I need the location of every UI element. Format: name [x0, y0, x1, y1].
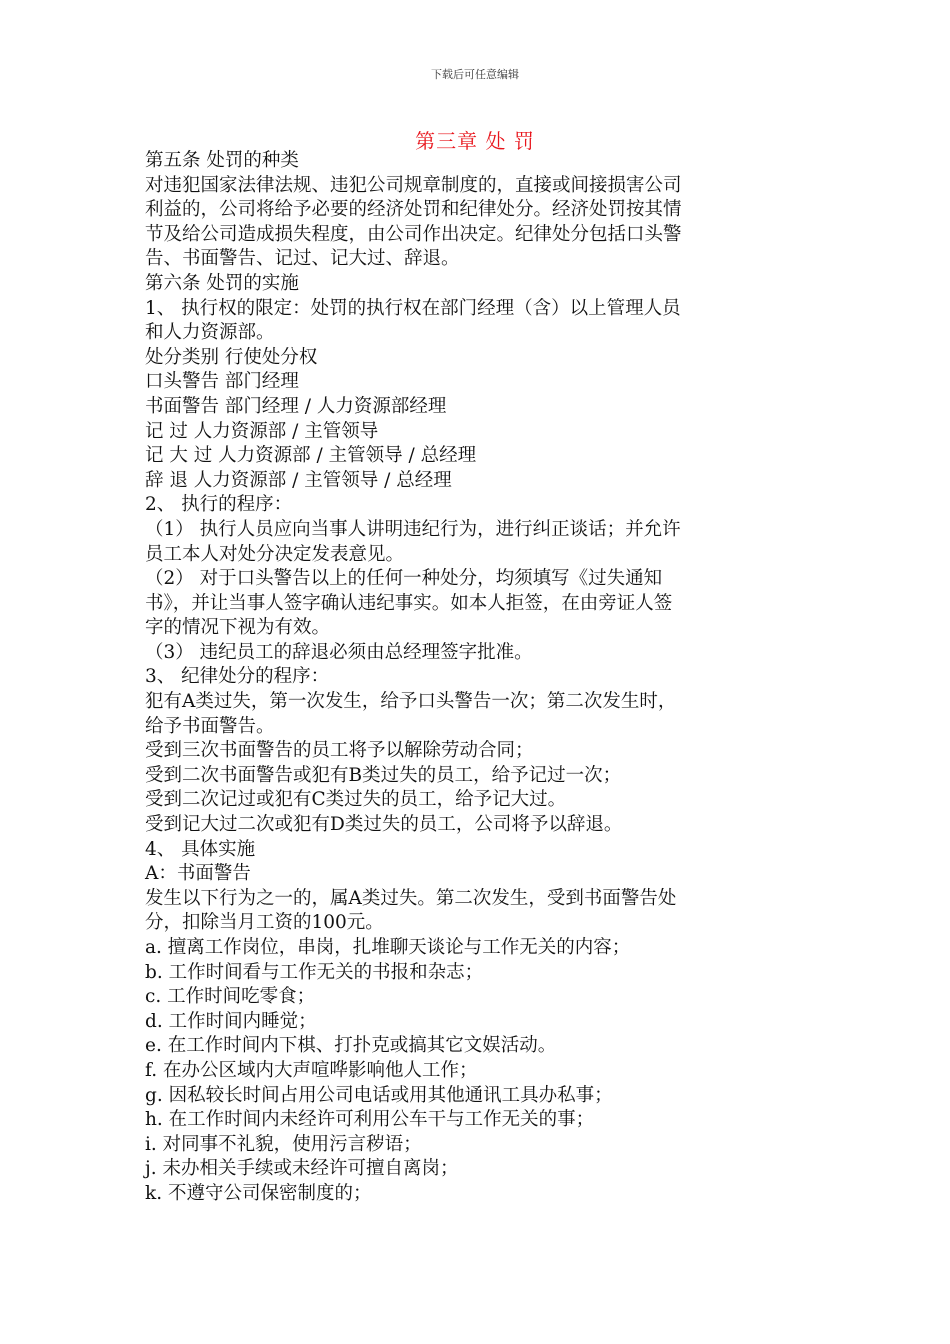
text-line: 员工本人对处分决定发表意见。: [145, 543, 405, 565]
text-line: 发生以下行为之一的，属A类过失。第二次发生，受到书面警告处: [145, 887, 677, 909]
text-line: 记 大 过 人力资源部 / 主管领导 / 总经理: [145, 445, 477, 467]
text-line: 受到二次记过或犯有C类过失的员工，给予记大过。: [145, 789, 567, 811]
text-line: 犯有A类过失，第一次发生，给予口头警告一次；第二次发生时，: [145, 691, 677, 713]
text-line: 第五条 处罚的种类: [145, 150, 299, 171]
text-line: 受到二次书面警告或犯有B类过失的员工，给予记过一次；: [145, 764, 622, 786]
text-line: （1） 执行人员应向当事人讲明违纪行为，进行纠正谈话；并允许: [145, 518, 681, 540]
text-line: h. 在工作时间内未经许可利用公车干与工作无关的事；: [145, 1109, 595, 1131]
text-line: 受到三次书面警告的员工将予以解除劳动合同；: [145, 740, 534, 762]
document-body: [145, 149, 795, 1207]
text-line: 2、 执行的程序：: [145, 494, 293, 516]
text-line: g. 因私较长时间占用公司电话或用其他通讯工具办私事；: [145, 1084, 613, 1106]
text-line: a. 擅离工作岗位，串岗，扎堆聊天谈论与工作无关的内容；: [145, 937, 631, 958]
text-line: 利益的，公司将给予必要的经济处罚和纪律处分。经济处罚按其情: [145, 199, 682, 221]
text-line: A：书面警告: [145, 863, 251, 885]
text-line: 口头警告 部门经理: [145, 371, 299, 393]
text-line: （2） 对于口头警告以上的任何一种处分，均须填写《过失通知: [145, 568, 663, 590]
text-line: 字的情况下视为有效。: [145, 617, 331, 639]
text-line: c. 工作时间吃零食；: [145, 986, 316, 1008]
text-line: j. 未办相关手续或未经许可擅自离岗；: [145, 1158, 459, 1180]
text-line: 1、 执行权的限定：处罚的执行权在部门经理（含）以上管理人员: [145, 297, 681, 319]
text-line: k. 不遵守公司保密制度的；: [145, 1182, 372, 1204]
text-line: 给予书面警告。: [145, 715, 275, 737]
text-line: e. 在工作时间内下棋、打扑克或搞其它文娱活动。: [145, 1035, 557, 1057]
text-line: 辞 退 人力资源部 / 主管领导 / 总经理: [145, 469, 452, 491]
text-line: 处分类别 行使处分权: [145, 346, 318, 368]
text-line: 分，扣除当月工资的100元。: [145, 912, 384, 934]
text-line: 受到记大过二次或犯有D类过失的员工，公司将予以辞退。: [145, 814, 623, 836]
text-line: 和人力资源部。: [145, 322, 275, 344]
text-line: 3、 纪律处分的程序：: [145, 666, 330, 688]
text-line: d. 工作时间内睡觉；: [145, 1010, 317, 1032]
text-line: b. 工作时间看与工作无关的书报和杂志；: [145, 961, 484, 983]
text-line: f. 在办公区域内大声喧哗影响他人工作；: [145, 1059, 478, 1081]
text-line: 第六条 处罚的实施: [145, 272, 299, 294]
text-line: 书》，并让当事人签字确认违纪事实。如本人拒签，在由旁证人签: [145, 592, 673, 614]
text-line: 节及给公司造成损失程度，由公司作出决定。纪律处分包括口头警: [145, 223, 682, 245]
text-line: 对违犯国家法律法规、违犯公司规章制度的，直接或间接损害公司: [145, 174, 682, 196]
text-line: 4、 具体实施: [145, 838, 256, 860]
text-line: 书面警告 部门经理 / 人力资源部经理: [145, 395, 447, 417]
chapter-title: 第三章 处 罚: [415, 129, 535, 153]
text-line: （3） 违纪员工的辞退必须由总经理签字批准。: [145, 641, 533, 663]
text-line: 记 过 人力资源部 / 主管领导: [145, 420, 379, 442]
text-line: 告、书面警告、记过、记大过、辞退。: [145, 248, 460, 270]
text-line: i. 对同事不礼貌，使用污言秽语；: [145, 1133, 422, 1155]
page-header: 下载后可任意编辑: [431, 68, 519, 81]
